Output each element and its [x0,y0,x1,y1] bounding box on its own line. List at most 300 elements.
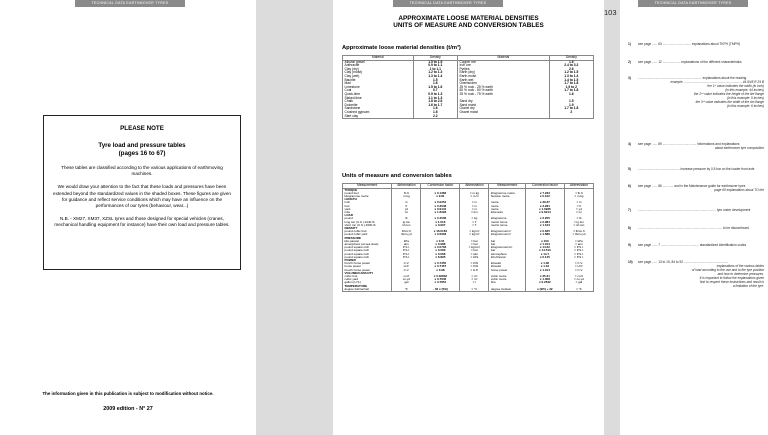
conversion-cell: pound cubic foot [343,230,392,233]
densities-header-cell: Material [343,56,414,61]
footnote-line: see page ...... 12 .................... explanations of the different characteristics [638,60,742,64]
densities-cell: 2.2 [413,115,457,119]
conversion-cell: = lb.ft [564,192,593,195]
conversion-cell: pound square inch [343,246,392,249]
conversion-cell: lb [392,217,421,220]
conversion-cell: mile [343,211,392,214]
footnote-body [638,184,764,192]
conversion-cell: = m [460,201,489,204]
densities-cell: Sand dry [457,100,549,104]
header-tab-middle: TECHNICAL DATA EARTHMOVER TYRES [393,0,503,7]
densities-cell: Anthracite [343,64,414,68]
page-title-line-2: UNITS OF MEASURE AND CONVERSION TABLES [393,22,544,30]
conversion-cell: cubic metre [489,278,526,281]
conversion-cell: x 3.281 [525,205,564,208]
densities-cell: 1.7 to 1.8 [549,82,593,86]
footnote [628,167,764,171]
header-tab-left: TECHNICAL DATA EARTHMOVER TYRES [75,0,185,7]
conversion-cell: = m [460,208,489,211]
conversion-cell: x 0.9144 [421,208,460,211]
densities-cell: 1.2 to 1.5 [549,71,593,75]
conversion-cell: = kg [460,217,489,220]
conversion-cell: TEMPERATURE [343,285,392,288]
densities-cell: Marl [343,82,414,86]
conversion-cell: x 14.513 [525,249,564,252]
conversion-cell: kilogramme/m³ [489,233,526,236]
conversion-cell: P.S.I. [392,256,421,259]
conversion-cell: cubic yard [343,278,392,281]
conversion-cell: metre [489,208,526,211]
footnote [628,142,764,150]
conversion-cell: = °C [460,288,489,292]
conversion-cell: = m [460,205,489,208]
footnote-body [638,60,764,64]
densities-cell: 25 % rock - 75 % earth [457,93,549,97]
densities-cell: 1.9 to 2 [549,86,593,90]
densities-cell: Earth wet [457,79,549,83]
conversion-cell: lb/cu.ft [392,230,421,233]
conversion-cell: long ton (U.K.) 2240 lb [343,221,392,224]
note-paragraph-1: These tables are classified according to the various applications of earthmoving machines. [61,165,223,177]
conversion-cell: = m³ [460,278,489,281]
densities-header-cell: Density [549,56,593,61]
footnote-line: first to respect these instructions and result in [700,280,764,284]
footnote-line: see page ...... 7 ........................................... standardized identification codes [638,243,747,247]
conversion-cell: = m.kg [460,192,489,195]
conversion-cell: x 0.988 [421,243,460,246]
densities-cell: 1.6 [549,93,593,97]
conversion-cell: x 0.984 [525,221,564,224]
conversion-cell: = sh.ton [564,224,593,227]
conversion-header-cell: Measurement [343,184,392,189]
conversion-cell: x 0.7457 [421,265,460,268]
densities-cell: Crushed gypsum [343,111,414,115]
conversion-cell: = H.P. [460,269,489,272]
densities-cell [549,115,593,119]
conversion-cell: lb/cu.yd [392,233,421,236]
conversion-cell: x 0.068 [421,253,460,256]
footnote-line: see page ...... 63 ................................ explanations about TKPH (TMPH) [638,42,740,46]
conversion-cell: = kg/cm² [460,246,489,249]
conversion-cell: mi [392,211,421,214]
densities-table [342,55,594,119]
conversion-cell: = P.S.I. [564,253,593,256]
footnote-body [638,208,764,212]
conversion-cell: C.V. [392,262,421,265]
conversion-cell: pound square inch [343,253,392,256]
footnote-line: ............................................... increase pressure by 0,5 bar on the loader front axle [638,167,755,171]
conversion-cell: lg.ton [392,221,421,224]
conversion-cell: sh.ton [392,224,421,227]
conversion-cell: x 2.205 [525,217,564,220]
densities-cell: 1.6 [549,60,593,64]
densities-cell: Clay (moist) [343,71,414,75]
conversion-cell: = gal [564,281,593,284]
conversion-cell: x 1.103 [525,224,564,227]
footnote-line: see page ...... 89 ...................................... informations and explanations [638,142,740,146]
densities-cell: Pyrites [457,68,549,72]
footnote [628,60,764,64]
footnote [628,260,764,288]
densities-cell: Dolomite [343,104,414,108]
conversion-cell: kilowatt [489,265,526,268]
conversion-cell: x 1.6093 [421,211,460,214]
conversion-cell: POWER [343,259,392,262]
conversion-cell: = °F [564,288,593,292]
conversion-cell: x 14.22 [525,246,564,249]
footnote [628,76,764,108]
conversion-cell: = kPa [564,240,593,243]
footnote-number: 4) [628,142,631,146]
page-title [333,15,604,30]
conversion-cell: french horse power [343,269,392,272]
conversion-header-cell: Measurement [489,184,526,189]
densities-cell: Clay (dry) [343,68,414,72]
densities-cell: 1.4 to 1.5 [549,79,593,83]
conversion-cell: kilometre [489,211,526,214]
densities-cell: 1.5 to 1.6 [413,86,457,90]
conversion-cell: metric tonne [489,221,526,224]
conversion-cell: = lb [564,217,593,220]
footnote [628,42,764,46]
conversion-cell: x 0.069 [421,249,460,252]
conversion-cell: LOAD [343,214,392,217]
conversion-cell: DENSITY [343,227,392,230]
footnote-number: 10) [628,260,633,264]
conversion-cell: bar [489,240,526,243]
densities-cell: 1.6 [413,107,457,111]
footnote-line: the 2ⁿᵈ value indicates the height of the tire flange [693,92,764,96]
conversion-heading: Units of measure and conversion tables [342,173,452,179]
conversion-cell: x 0.7355 [421,262,460,265]
conversion-cell: short ton (U.S.) 2000 lb [343,224,392,227]
conversion-cell: bar [489,243,526,246]
footnote [628,226,764,230]
conversion-cell: kPa [392,240,421,243]
conversion-cell: metric tonne [489,224,526,227]
conversion-cell: = l [460,281,489,284]
footnote-number: 8) [628,226,631,230]
densities-cell: Chalk [343,100,414,104]
conversion-cell: degree Fahrenheit [343,288,392,292]
conversion-cell: x 0.0254 [421,201,460,204]
note-subtitle [51,142,233,158]
conversion-cell: x 0.0703 [421,246,460,249]
conversion-cell: kilowatt [489,262,526,265]
densities-cell: 1.5 [549,100,593,104]
footer-edition: 2009 edition - N° 27 [103,406,153,412]
conversion-header-cell: Abbreviation [460,184,489,189]
footnote-line: explanations of the various tables [716,264,764,268]
conversion-cell: TORQUE [343,188,392,192]
footnote-line: (in this example: 5 inches) [726,96,764,100]
densities-cell: 0.7 [413,89,457,93]
footnote-line: a limitation of the tyre. [732,284,764,288]
conversion-cell: french horse power [343,262,392,265]
conversion-cell: foot [343,205,392,208]
conversion-cell: = H.P. [564,265,593,268]
densities-cell: Slaked-lime [343,97,414,101]
conversion-cell: = m³ [460,275,489,278]
densities-cell: Sand moist [457,104,549,108]
note-paragraph-3: N.B. - XM27, XM37, XZSL tyres and those designed for special vehicles (cranes, mechanical handling equipment for instance) have their own load and pressure tables. [54,216,230,228]
middle-page [333,0,604,435]
conversion-cell: litre [489,281,526,284]
footnote-line: the 3ʳᵈ value indicates the width of the rim flange [695,100,764,104]
conversion-header-cell: Conversion factor [421,184,460,189]
densities-cell: Iron ore [457,64,549,68]
conversion-cell: metre [489,201,526,204]
conversion-cell: x 1.686 [525,233,564,236]
footnote-line: see page ...... 13 to 15, 84 to 92 .................................................. [638,260,729,264]
note-title: PLEASE NOTE [120,125,164,132]
conversion-cell: x 0.98 [421,269,460,272]
densities-cell: 1 to 1.1 [413,68,457,72]
conversion-cell: x 0.1383 [421,192,460,195]
footnote [628,184,764,192]
conversion-cell: = lb/cu.yd [564,233,593,236]
footnote-line: about earthmover tyre composition [714,146,764,150]
footnote-line: ........................................................................ explanations about the reading [638,76,747,80]
footnote-line: the 1ˢᵗ value indicates the width (in inch) [707,84,764,88]
conversion-cell: - 32 x (5/9) [421,288,460,292]
conversion-cell: x 0.625 [525,230,564,233]
conversion-cell: = cu.yd [564,278,593,281]
densities-cell: Earth moist [457,75,549,79]
conversion-cell: horse power [489,269,526,272]
conversion-cell: °F [392,288,421,292]
densities-cell: Copper ore [457,60,549,64]
conversion-cell: cu.yd [392,278,421,281]
conversion-cell: in [392,201,421,204]
footnote-number: 6) [628,184,631,188]
footnote-number: 5) [628,167,631,171]
conversion-cell: horse power [343,265,392,268]
footnote-body [638,42,764,46]
conversion-cell: x 3.7854 [421,281,460,284]
conversion-cell: = P.S.I. [564,249,593,252]
conversion-cell: = bar [460,240,489,243]
densities-row [343,115,594,119]
conversion-cell: x 16.0184 [421,230,460,233]
footnote-number: 2) [628,60,631,64]
densities-cell: Gravel dry [457,107,549,111]
conversion-cell: kilo-pascal [343,240,392,243]
conversion-cell: x 1.014 [525,243,564,246]
conversion-cell: x 1.0936 [525,208,564,211]
conversion-cell: P.S.I. [392,246,421,249]
conversion-cell: kilogramme metre [343,195,392,198]
densities-cell: 1.2 to 1.3 [413,71,457,75]
densities-cell: 1.6 [413,111,457,115]
footnote-line: example .................................................................. 44.5/45 R 29 B [670,80,764,84]
right-page [620,0,768,435]
conversion-cell: x 1.36 [525,262,564,265]
page-number: 103 [604,8,617,17]
conversion-cell: x (9/5) + 32 [525,288,564,292]
conversion-cell: = ft [564,205,593,208]
conversion-cell: x 100 [525,240,564,243]
conversion-cell: = in [564,201,593,204]
conversion-cell: = bar [460,249,489,252]
densities-cell: Quick-lime [343,93,414,97]
footnote-body [638,226,764,230]
densities-cell: 1.5 to 1.5 [413,60,457,64]
conversion-cell: cubic metre [489,275,526,278]
conversion-cell: = mi [564,211,593,214]
conversion-cell: atmosphere [489,253,526,256]
footnote-line: and how to determine pressures. [717,272,764,276]
conversion-cell: = KW [460,262,489,265]
conversion-cell: degree Celsius [489,288,526,292]
conversion-cell: metre [489,205,526,208]
footnote-number: 1) [628,42,631,46]
densities-cell: Overburden [457,82,549,86]
conversion-cell: lb.ft [392,192,421,195]
conversion-cell: = m.N [460,195,489,198]
conversion-cell: x 0.102 [525,195,564,198]
conversion-cell: H.P. [392,265,421,268]
conversion-cell: = yd [564,208,593,211]
densities-cell: Alluvial gravel [343,60,414,64]
header-tab-right: TECHNICAL DATA EARTHMOVER TYRES [638,0,748,7]
footnote-line: ........................................................................................ tyre under development [638,208,751,212]
footnote-line: (in this example: 44 inches) [725,88,764,92]
conversion-cell: = atm [564,243,593,246]
conversion-cell: atmosphere (at sea level) [343,243,392,246]
conversion-cell: pound foot [343,192,392,195]
densities-cell: 1.7 to 1.8 [549,89,593,93]
conversion-cell: kilo-Pascal [489,256,526,259]
footnote-number: 9) [628,243,631,247]
conversion-cell: pound square inch [343,249,392,252]
footnote-line: It is important to follow the explanations given [699,276,764,280]
densities-cell: 50 % rock - 50 % earth [457,89,549,93]
conversion-body [343,188,594,292]
densities-cell: Bauxite [343,79,414,83]
conversion-cell: kilogramme [489,217,526,220]
please-note-box [43,115,241,270]
conversion-cell: = bar [460,243,489,246]
conversion-header-cell: Abbreviation [564,184,593,189]
densities-cell: 1.1 to 1.3 [413,97,457,101]
conversion-cell: VOLUME/CAPACITY [343,272,392,275]
conversion-cell: = m.kg [564,195,593,198]
conversion-cell: = kPa [460,256,489,259]
conversion-cell: x 7.233 [525,192,564,195]
conversion-header-cell: Conversion factor [525,184,564,189]
densities-cell: Coal [343,89,414,93]
footnote-line: page 65 explanations about TO tire [714,188,764,192]
conversion-cell: x 0.6214 [525,211,564,214]
conversion-cell: = atm [460,253,489,256]
footnote [628,208,764,212]
note-paragraph-2: We would draw your attention to the fact that these loads and pressures have been extended beyond the standardized values in the shaded boxes. These figures are given for guidance and reflect service conditions which may have an influence on the performances of our tyres (behaviour, wear...) [53,184,231,209]
footnote-body [638,76,764,108]
conversion-cell: = lg.ton [564,221,593,224]
page-title-line-1: APPROXIMATE LOOSE MATERIAL DENSITIES [398,15,539,22]
conversion-cell: = lb/cu.ft [564,230,593,233]
note-pages-line: (pages 16 to 67) [118,150,166,157]
conversion-cell: = kg/m³ [460,230,489,233]
footnote-number: 3) [628,76,631,80]
densities-cell: 1.7 to 1.8 [549,107,593,111]
conversion-cell: x 14.7 [525,253,564,256]
densities-cell: 25 % rock - 25 % earth [457,86,549,90]
conversion-cell: kilogramme metre [489,192,526,195]
conversion-cell: Newton metre [489,195,526,198]
footnote-line: see page ...... 86 ............ and in the Maintenance guide for earthmover tyres [638,184,746,188]
conversion-cell: atm [392,243,421,246]
densities-cell: Slart clay [343,115,414,119]
conversion-cell: gal [392,281,421,284]
conversion-cell: x 9.81 [421,195,460,198]
conversion-cell: cubic foot [343,275,392,278]
conversion-cell: x 1.016 [421,221,460,224]
densities-cell: 1.8 to 2.6 [413,100,457,104]
conversion-cell: P.S.I. [392,249,421,252]
conversion-cell: inch [343,201,392,204]
densities-cell: 0.9 to 1.1 [413,64,457,68]
conversion-cell: x 1.308 [525,278,564,281]
conversion-cell: pound cubic yard [343,233,392,236]
conversion-cell: bar [489,249,526,252]
densities-header-cell: Density [413,56,457,61]
densities-cell: Limestone [343,86,414,90]
conversion-cell: = P.S.I. [564,246,593,249]
conversion-cell: x 0.02832 [421,275,460,278]
conversion-cell: x 0.5933 [421,233,460,236]
conversion-cell: = C.V. [564,269,593,272]
conversion-cell: = kg/m³ [460,233,489,236]
densities-cell: 2.6 [549,68,593,72]
conversion-cell: x 6.895 [421,256,460,259]
conversion-cell: ft [392,205,421,208]
footnote-body [638,260,764,288]
densities-cell: 0.9 to 1.3 [413,93,457,97]
densities-cell: 1.6 to 1.7 [413,104,457,108]
conversion-cell: x 0.01 [421,240,460,243]
conversion-cell: cu.ft [392,275,421,278]
footnote-line: of load according to the use and to the tyre position [691,268,764,272]
densities-cell: 2.4 to 3.2 [549,64,593,68]
conversion-cell: P.S.I. [392,253,421,256]
footnote-line: ............................................................................................... to be discontinued [638,226,749,230]
densities-header-cell: Material [457,56,549,61]
conversion-table [342,183,594,292]
conversion-cell: x 0.2642 [525,281,564,284]
conversion-cell: m.kg [392,195,421,198]
footnote-body [638,142,764,150]
conversion-cell: x 1.34 [525,265,564,268]
densities-cell: 1.3 to 1.4 [549,75,593,79]
left-page [0,0,256,435]
densities-cell [457,115,549,119]
densities-heading: Approximate loose material densities (t/m³) [342,45,461,51]
conversion-cell: x 0.7646 [421,278,460,281]
conversion-cell: x 0.145 [525,256,564,259]
conversion-cell: pound [343,217,392,220]
densities-cell: Sandstone [343,107,414,111]
conversion-cell: yard [343,208,392,211]
conversion-header-cell: Abbreviation [392,184,421,189]
footnote-body [638,167,764,171]
conversion-row [343,288,594,292]
conversion-cell: x 39.37 [525,201,564,204]
conversion-cell: = km [460,211,489,214]
conversion-cell: = T [460,221,489,224]
densities-cell: Earth (dry) [457,71,549,75]
